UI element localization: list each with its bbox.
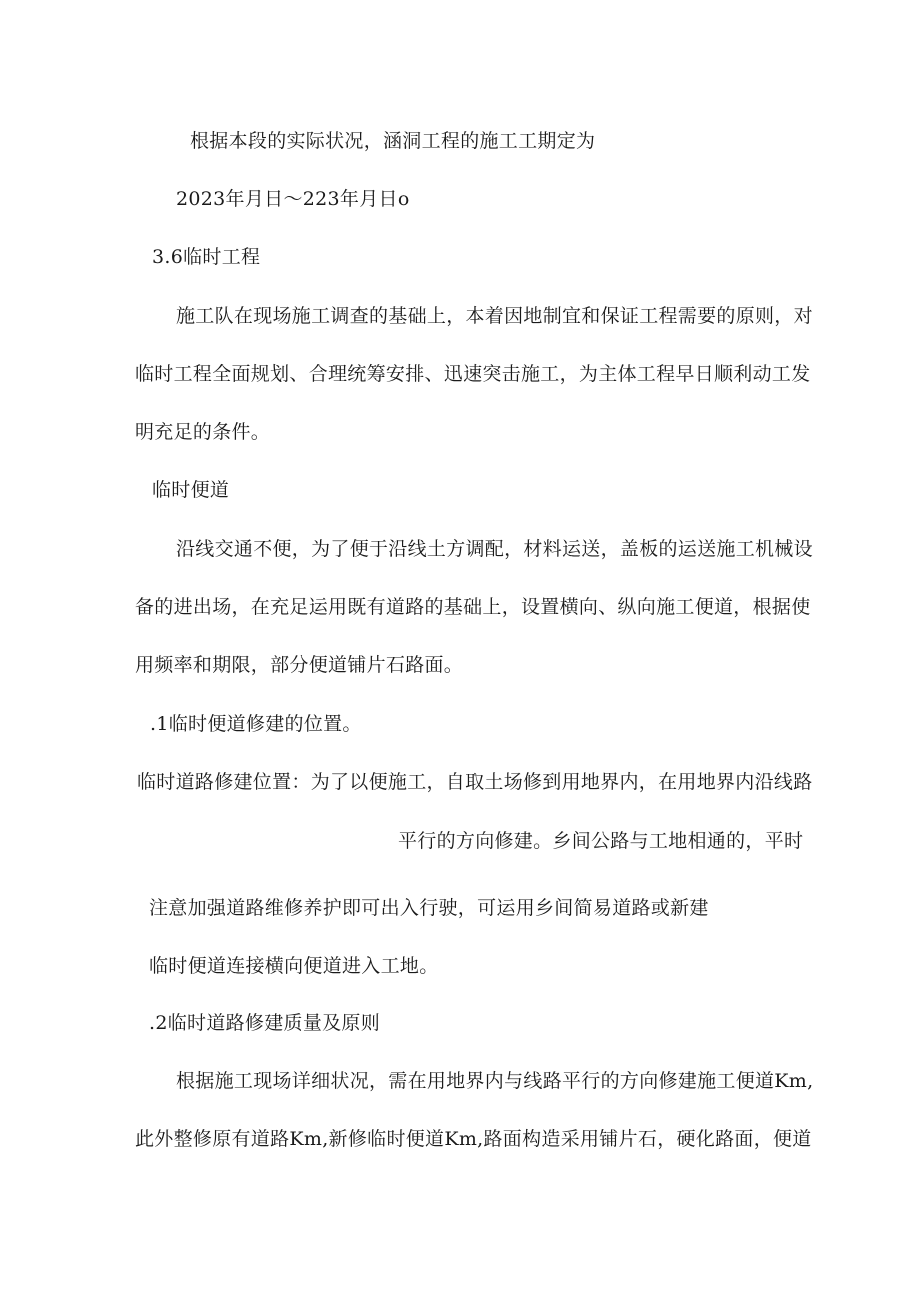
paragraph-line: 平行的方向修建。乡间公路与工地相通的，平时 <box>398 830 804 852</box>
section-heading: 临时便道 <box>152 479 230 501</box>
paragraph-line: 注意加强道路维修养护即可出入行驶，可运用乡间简易道路或新建 <box>149 897 709 919</box>
paragraph-line: 明充足的条件。 <box>135 421 271 443</box>
paragraph-line: 施工队在现场施工调查的基础上，本着因地制宜和保证工程需要的原则，对 <box>176 305 813 327</box>
section-heading: .2临时道路修建质量及原则 <box>149 1012 381 1034</box>
paragraph-line: 备的进出场，在充足运用既有道路的基础上，设置横向、纵向施工便道，根据使 <box>135 596 811 618</box>
paragraph-line: 临时道路修建位置：为了以便施工，自取土场修到用地界内，在用地界内沿线路 <box>137 771 813 793</box>
paragraph-line: 2023年月日～223年月日o <box>176 188 410 210</box>
paragraph-line: 临时工程全面规划、合理统筹安排、迅速突击施工，为主体工程早日顺利动工发 <box>135 363 811 385</box>
section-heading: .1临时便道修建的位置。 <box>150 713 362 735</box>
paragraph-line: 用频率和期限，部分便道铺片石路面。 <box>135 654 464 676</box>
paragraph-line: 根据施工现场详细状况，需在用地界内与线路平行的方向修建施工便道Km, <box>176 1070 814 1092</box>
section-heading: 3.6临时工程 <box>152 246 261 268</box>
paragraph-line: 沿线交通不便，为了便于沿线土方调配，材料运送，盖板的运送施工机械设 <box>176 538 813 560</box>
paragraph-line: 此外整修原有道路Km,新修临时便道Km,路面构造采用铺片石，硬化路面，便道 <box>135 1128 812 1150</box>
paragraph-line: 根据本段的实际状况，涵洞工程的施工工期定为 <box>190 130 596 152</box>
paragraph-line: 临时便道连接横向便道进入工地。 <box>149 955 439 977</box>
